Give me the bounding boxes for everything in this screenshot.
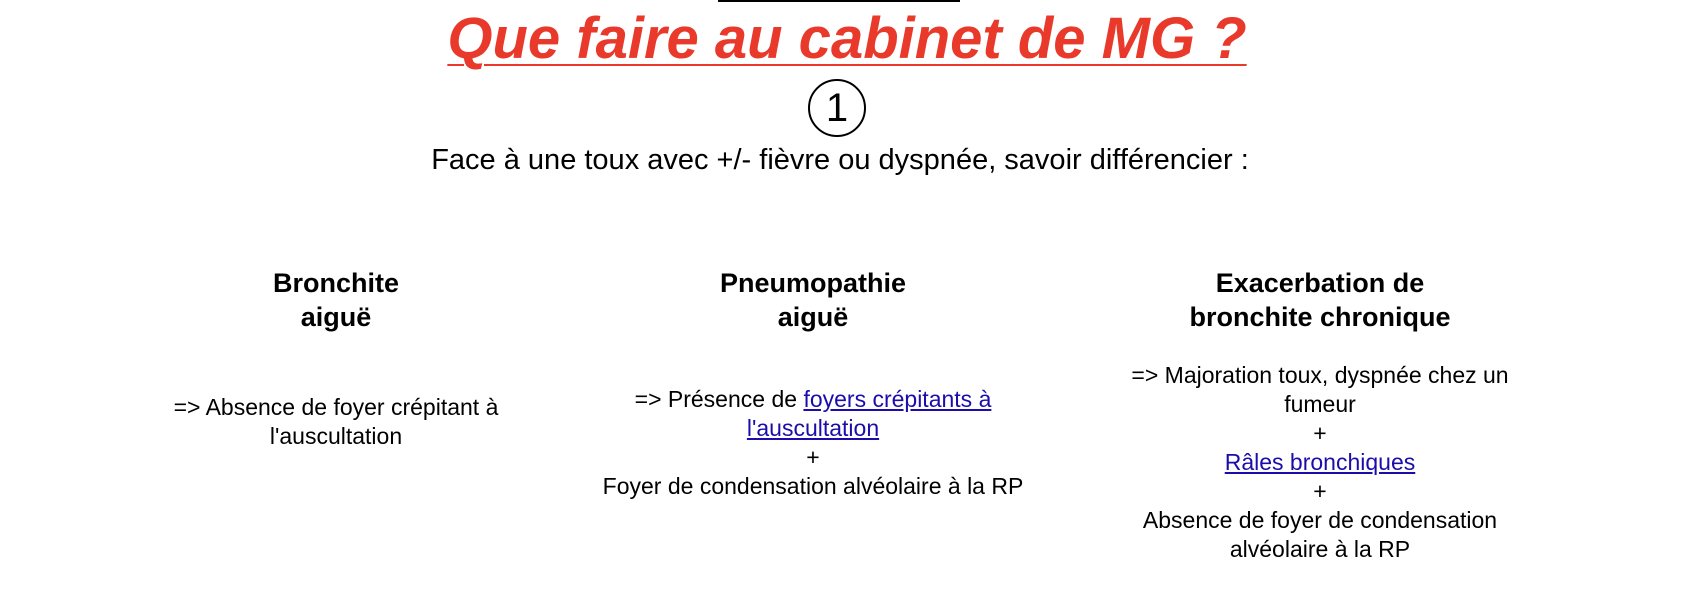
title-text: Que faire au cabinet de MG ?	[447, 6, 1247, 71]
top-divider	[718, 0, 960, 2]
text-line: => Majoration toux, dyspnée chez un	[1131, 362, 1509, 388]
text-line: l'auscultation	[269, 423, 403, 449]
crackles-link[interactable]: foyers crépitants à	[803, 386, 992, 412]
heading-line: aiguë	[300, 302, 372, 332]
heading-line: aiguë	[777, 302, 849, 332]
heading-line: Exacerbation de	[1215, 268, 1425, 298]
step-number-badge: 1	[808, 79, 866, 137]
page-title	[0, 4, 1694, 74]
text-line: fumeur	[1284, 391, 1356, 417]
text-line: => Absence de foyer crépitant à	[173, 394, 499, 420]
crackles-link-continued[interactable]: l'auscultation	[746, 415, 880, 441]
text-line: Foyer de condensation alvéolaire à la RP	[602, 473, 1024, 499]
text-fragment: => Présence de	[634, 386, 804, 412]
plus-sign: +	[1313, 478, 1327, 504]
heading-line: bronchite chronique	[1189, 302, 1451, 332]
column-description	[136, 393, 536, 451]
plus-sign: +	[806, 444, 820, 470]
column-heading	[1100, 266, 1540, 334]
heading-line: Bronchite	[272, 268, 399, 298]
column-description	[1100, 361, 1540, 564]
column-heading	[568, 266, 1058, 334]
column-heading	[136, 266, 536, 334]
heading-line: Pneumopathie	[719, 268, 907, 298]
rales-bronchiques-link[interactable]: Râles bronchiques	[1224, 449, 1416, 475]
text-line	[568, 385, 1058, 414]
text-line: alvéolaire à la RP	[1229, 536, 1411, 562]
plus-sign: +	[1313, 420, 1327, 446]
text-line: Absence de foyer de condensation	[1142, 507, 1498, 533]
column-description	[568, 385, 1058, 501]
text-line	[568, 414, 1058, 443]
subtitle: Face à une toux avec +/- fièvre ou dyspnée, savoir différencier :	[431, 144, 1249, 176]
